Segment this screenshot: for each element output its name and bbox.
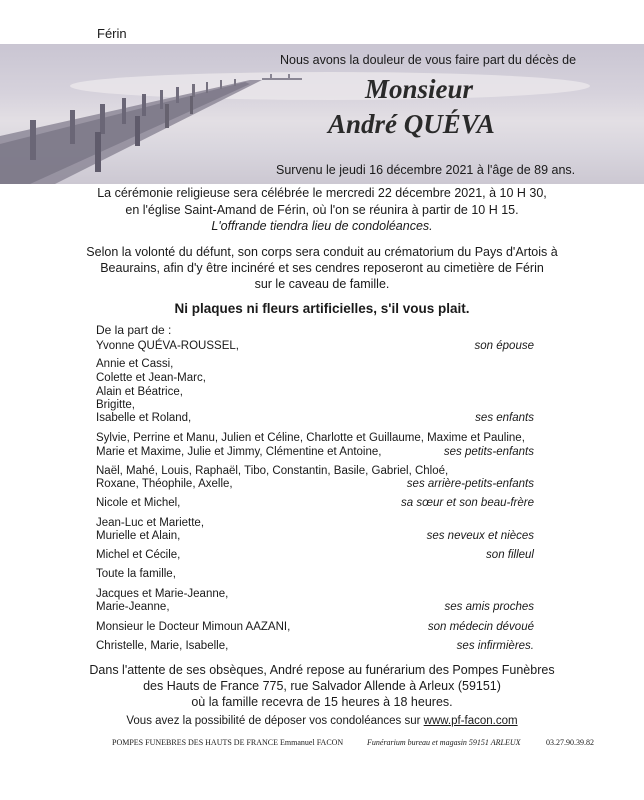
from-label: De la part de : — [96, 323, 172, 337]
family-line: Yvonne QUÉVA-ROUSSEL, — [96, 340, 239, 352]
family-line: Jean-Luc et Mariette, — [96, 517, 205, 529]
family-line: Jacques et Marie-Jeanne, — [96, 588, 229, 600]
ceremony-line-1: La cérémonie religieuse sera célébrée le mercredi 22 décembre 2021, à 10 H 30, — [97, 186, 547, 200]
family-line: Toute la famille, — [96, 568, 176, 580]
family-relation: ses arrière-petits-enfants — [406, 478, 534, 490]
family-line: Nicole et Michel, — [96, 497, 181, 509]
family-line: Brigitte, — [96, 399, 135, 411]
family-relation: ses amis proches — [444, 601, 534, 613]
family-line: Colette et Jean-Marc, — [96, 372, 206, 384]
condolences-text: Vous avez la possibilité de déposer vos condoléances sur — [126, 715, 421, 727]
family-relation: sa sœur et son beau-frère — [401, 497, 534, 509]
family-line: Alain et Béatrice, — [96, 386, 183, 398]
intro-text: Nous avons la douleur de vous faire part du décès de — [280, 53, 577, 67]
footer-company: POMPES FUNEBRES DES HAUTS DE FRANCE Emmanuel FACON — [112, 738, 344, 747]
footer-address: Funérarium bureau et magasin 59151 ARLEUX — [367, 738, 521, 747]
wish-line-1: Selon la volonté du défunt, son corps sera conduit au crématorium du Pays d'Artois à — [86, 245, 558, 259]
deceased-name: André QUÉVA — [328, 109, 495, 139]
place-name: Férin — [97, 26, 127, 41]
offering-line: L'offrande tiendra lieu de condoléances. — [211, 219, 433, 233]
footer-phone: 03.27.90.39.82 — [546, 738, 594, 747]
condolences-line — [0, 715, 644, 727]
death-date-text: Survenu le jeudi 16 décembre 2021 à l'âge de 89 ans. — [276, 163, 576, 177]
family-relation: son épouse — [474, 340, 534, 352]
family-relation: ses neveux et nièces — [426, 530, 534, 542]
wish-line-2: Beaurains, afin d'y être incinéré et ses cendres reposeront au cimetière de Férin — [100, 261, 544, 275]
condolences-link[interactable]: www.pf-facon.com — [423, 715, 518, 727]
family-line: Roxane, Théophile, Axelle, — [96, 478, 233, 490]
awaiting-line-1: Dans l'attente de ses obsèques, André repose au funérarium des Pompes Funèbres — [89, 663, 555, 677]
family-line: Annie et Cassi, — [96, 358, 174, 370]
ceremony-line-2: en l'église Saint-Amand de Férin, où l'on se réunira à partir de 10 H 15. — [125, 203, 519, 217]
family-relation: son filleul — [486, 549, 534, 561]
family-line: Naël, Mahé, Louis, Raphaël, Tibo, Constantin, Basile, Gabriel, Chloé, — [96, 465, 449, 477]
family-relation: son médecin dévoué — [427, 621, 534, 633]
awaiting-line-2: des Hauts de France 775, rue Salvador Allende à Arleux (59151) — [143, 679, 501, 693]
family-line: Marie et Maxime, Julie et Jimmy, Clémentine et Antoine, — [96, 446, 382, 458]
deceased-title: Monsieur — [365, 74, 474, 104]
family-relation: ses enfants — [475, 412, 534, 424]
family-line: Monsieur le Docteur Mimoun AAZANI, — [96, 621, 291, 633]
family-line: Murielle et Alain, — [96, 530, 181, 542]
family-relation: ses petits-enfants — [443, 446, 534, 458]
family-relation: ses infirmières. — [456, 640, 534, 652]
awaiting-line-3: où la famille recevra de 15 heures à 18 heures. — [191, 695, 453, 709]
family-line: Michel et Cécile, — [96, 549, 181, 561]
family-line: Christelle, Marie, Isabelle, — [96, 640, 229, 652]
no-flowers-notice: Ni plaques ni fleurs artificielles, s'il vous plait. — [174, 301, 470, 316]
wish-line-3: sur le caveau de famille. — [254, 277, 390, 291]
family-line: Isabelle et Roland, — [96, 412, 192, 424]
family-line: Marie-Jeanne, — [96, 601, 170, 613]
family-line: Sylvie, Perrine et Manu, Julien et Céline, Charlotte et Guillaume, Maxime et Pauline, — [96, 432, 525, 444]
